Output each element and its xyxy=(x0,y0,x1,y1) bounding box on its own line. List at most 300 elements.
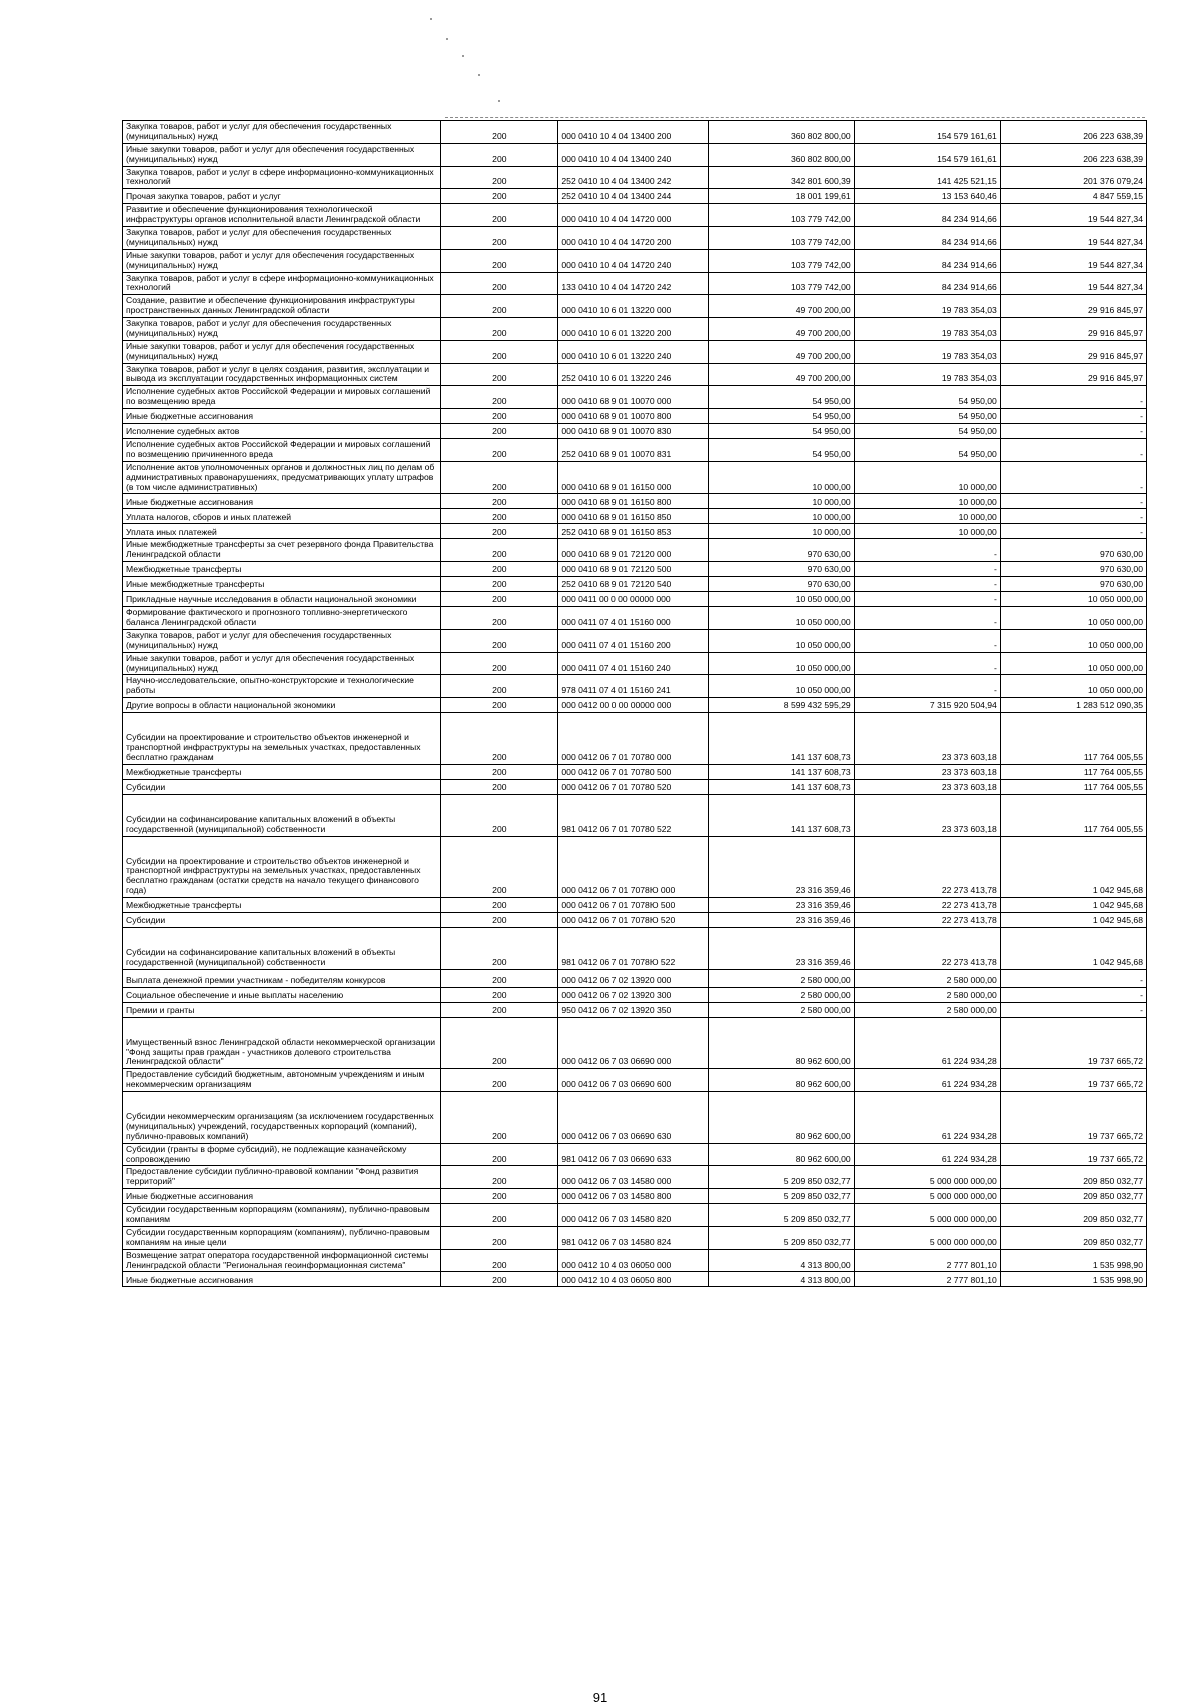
row-unexecuted-amount-cell: - xyxy=(1000,461,1146,494)
row-line-code-cell: 200 xyxy=(441,764,558,779)
row-unexecuted-amount-cell: 19 737 665,72 xyxy=(1000,1069,1146,1092)
row-approved-amount-cell: 141 137 608,73 xyxy=(708,794,854,836)
row-executed-amount-cell: 2 777 801,10 xyxy=(854,1272,1000,1287)
row-budget-code-cell: 252 0410 68 9 01 72120 540 xyxy=(558,577,708,592)
row-unexecuted-amount-cell: 209 850 032,77 xyxy=(1000,1166,1146,1189)
row-approved-amount-cell: 54 950,00 xyxy=(708,439,854,462)
table-row xyxy=(123,272,1147,295)
row-line-code-cell: 200 xyxy=(441,898,558,913)
row-budget-code-cell: 252 0410 68 9 01 16150 853 xyxy=(558,524,708,539)
table-row xyxy=(123,318,1147,341)
row-name-cell: Субсидии государственным корпорациям (компаниям), публично-правовым компаниям xyxy=(123,1204,441,1227)
row-line-code-cell: 200 xyxy=(441,249,558,272)
row-approved-amount-cell: 360 802 800,00 xyxy=(708,143,854,166)
row-approved-amount-cell: 54 950,00 xyxy=(708,424,854,439)
row-name-cell: Исполнение судебных актов Российской Федерации и мировых соглашений по возмещению вреда xyxy=(123,386,441,409)
row-line-code-cell: 200 xyxy=(441,1143,558,1166)
row-name-cell: Формирование фактического и прогнозного топливно-энергетического баланса Ленинградской области xyxy=(123,607,441,630)
row-executed-amount-cell: 154 579 161,61 xyxy=(854,143,1000,166)
row-line-code-cell: 200 xyxy=(441,1189,558,1204)
row-name-cell: Закупка товаров, работ и услуг в сфере информационно-коммуникационных технологий xyxy=(123,166,441,189)
table-row xyxy=(123,539,1147,562)
table-row xyxy=(123,675,1147,698)
table-row xyxy=(123,363,1147,386)
row-budget-code-cell: 981 0412 06 7 03 14580 824 xyxy=(558,1226,708,1249)
row-executed-amount-cell: 5 000 000 000,00 xyxy=(854,1226,1000,1249)
row-name-cell: Межбюджетные трансферты xyxy=(123,764,441,779)
row-budget-code-cell: 981 0412 06 7 01 70780 522 xyxy=(558,794,708,836)
row-approved-amount-cell: 5 209 850 032,77 xyxy=(708,1166,854,1189)
row-approved-amount-cell: 10 000,00 xyxy=(708,494,854,509)
table-row xyxy=(123,607,1147,630)
row-line-code-cell: 200 xyxy=(441,592,558,607)
row-name-cell: Иные межбюджетные трансферты xyxy=(123,577,441,592)
row-name-cell: Иные закупки товаров, работ и услуг для обеспечения государственных (муниципальных) нужд xyxy=(123,652,441,675)
row-approved-amount-cell: 2 580 000,00 xyxy=(708,969,854,987)
row-name-cell: Исполнение судебных актов Российской Федерации и мировых соглашений по возмещению причиненного вреда xyxy=(123,439,441,462)
row-unexecuted-amount-cell: - xyxy=(1000,386,1146,409)
row-unexecuted-amount-cell: 19 544 827,34 xyxy=(1000,272,1146,295)
row-line-code-cell: 200 xyxy=(441,779,558,794)
row-unexecuted-amount-cell: 19 544 827,34 xyxy=(1000,204,1146,227)
row-line-code-cell: 200 xyxy=(441,340,558,363)
table-row xyxy=(123,1272,1147,1287)
row-line-code-cell: 200 xyxy=(441,836,558,898)
row-name-cell: Возмещение затрат оператора государственной информационной системы Ленинградской области "Региональная геоинформационная система" xyxy=(123,1249,441,1272)
table-row xyxy=(123,794,1147,836)
table-row xyxy=(123,227,1147,250)
row-executed-amount-cell: 19 783 354,03 xyxy=(854,340,1000,363)
row-budget-code-cell: 000 0411 07 4 01 15160 000 xyxy=(558,607,708,630)
row-executed-amount-cell: 23 373 603,18 xyxy=(854,794,1000,836)
row-name-cell: Имущественный взнос Ленинградской области некоммерческой организации "Фонд защиты прав граждан - участников долевого строительства Ленинградской области" xyxy=(123,1017,441,1069)
table-row xyxy=(123,295,1147,318)
row-executed-amount-cell: - xyxy=(854,592,1000,607)
table-row xyxy=(123,409,1147,424)
row-unexecuted-amount-cell: 970 630,00 xyxy=(1000,562,1146,577)
row-executed-amount-cell: - xyxy=(854,607,1000,630)
table-row xyxy=(123,386,1147,409)
row-line-code-cell: 200 xyxy=(441,1272,558,1287)
row-executed-amount-cell: 2 580 000,00 xyxy=(854,1002,1000,1017)
row-unexecuted-amount-cell: 209 850 032,77 xyxy=(1000,1226,1146,1249)
row-name-cell: Закупка товаров, работ и услуг для обеспечения государственных (муниципальных) нужд xyxy=(123,629,441,652)
row-name-cell: Исполнение актов уполномоченных органов и должностных лиц по делам об административных правонарушениях, предусматривающих уплату штрафов (в том числе административных) xyxy=(123,461,441,494)
row-line-code-cell: 200 xyxy=(441,607,558,630)
row-line-code-cell: 200 xyxy=(441,913,558,928)
row-approved-amount-cell: 10 050 000,00 xyxy=(708,675,854,698)
table-row xyxy=(123,189,1147,204)
table-row xyxy=(123,121,1147,144)
row-approved-amount-cell: 970 630,00 xyxy=(708,539,854,562)
row-executed-amount-cell: 84 234 914,66 xyxy=(854,227,1000,250)
row-budget-code-cell: 000 0412 06 7 03 14580 820 xyxy=(558,1204,708,1227)
scan-speck xyxy=(462,55,464,57)
table-row xyxy=(123,764,1147,779)
row-executed-amount-cell: 5 000 000 000,00 xyxy=(854,1166,1000,1189)
row-approved-amount-cell: 10 050 000,00 xyxy=(708,629,854,652)
table-row xyxy=(123,969,1147,987)
row-name-cell: Другие вопросы в области национальной экономики xyxy=(123,698,441,713)
row-budget-code-cell: 000 0411 07 4 01 15160 200 xyxy=(558,629,708,652)
row-approved-amount-cell: 80 962 600,00 xyxy=(708,1143,854,1166)
row-name-cell: Закупка товаров, работ и услуг для обеспечения государственных (муниципальных) нужд xyxy=(123,227,441,250)
row-budget-code-cell: 000 0410 68 9 01 16150 000 xyxy=(558,461,708,494)
row-executed-amount-cell: 10 000,00 xyxy=(854,461,1000,494)
row-executed-amount-cell: 22 273 413,78 xyxy=(854,928,1000,970)
row-budget-code-cell: 000 0412 10 4 03 06050 000 xyxy=(558,1249,708,1272)
row-budget-code-cell: 252 0410 68 9 01 10070 831 xyxy=(558,439,708,462)
row-unexecuted-amount-cell: 1 042 945,68 xyxy=(1000,913,1146,928)
row-unexecuted-amount-cell: - xyxy=(1000,969,1146,987)
row-unexecuted-amount-cell: 206 223 638,39 xyxy=(1000,121,1146,144)
row-approved-amount-cell: 141 137 608,73 xyxy=(708,764,854,779)
budget-table-body xyxy=(123,121,1147,1287)
row-unexecuted-amount-cell: 10 050 000,00 xyxy=(1000,629,1146,652)
table-row xyxy=(123,652,1147,675)
row-unexecuted-amount-cell: 29 916 845,97 xyxy=(1000,363,1146,386)
row-budget-code-cell: 252 0410 10 6 01 13220 246 xyxy=(558,363,708,386)
row-executed-amount-cell: 7 315 920 504,94 xyxy=(854,698,1000,713)
row-executed-amount-cell: 23 373 603,18 xyxy=(854,713,1000,765)
table-row xyxy=(123,1204,1147,1227)
row-unexecuted-amount-cell: 1 535 998,90 xyxy=(1000,1272,1146,1287)
row-unexecuted-amount-cell: 209 850 032,77 xyxy=(1000,1204,1146,1227)
row-name-cell: Субсидии xyxy=(123,913,441,928)
table-row xyxy=(123,461,1147,494)
row-name-cell: Прочая закупка товаров, работ и услуг xyxy=(123,189,441,204)
row-name-cell: Закупка товаров, работ и услуг для обеспечения государственных (муниципальных) нужд xyxy=(123,121,441,144)
row-unexecuted-amount-cell: - xyxy=(1000,409,1146,424)
row-approved-amount-cell: 970 630,00 xyxy=(708,577,854,592)
row-line-code-cell: 200 xyxy=(441,1017,558,1069)
table-row xyxy=(123,698,1147,713)
row-budget-code-cell: 978 0411 07 4 01 15160 241 xyxy=(558,675,708,698)
table-row xyxy=(123,1226,1147,1249)
row-budget-code-cell: 000 0410 68 9 01 72120 500 xyxy=(558,562,708,577)
table-row xyxy=(123,779,1147,794)
row-name-cell: Предоставление субсидий бюджетным, автономным учреждениям и иным некоммерческим организациям xyxy=(123,1069,441,1092)
row-executed-amount-cell: 84 234 914,66 xyxy=(854,204,1000,227)
row-unexecuted-amount-cell: 970 630,00 xyxy=(1000,577,1146,592)
scan-speck xyxy=(430,18,432,20)
row-line-code-cell: 200 xyxy=(441,272,558,295)
row-executed-amount-cell: 2 580 000,00 xyxy=(854,987,1000,1002)
row-line-code-cell: 200 xyxy=(441,1092,558,1144)
scan-dash-line xyxy=(445,117,1145,118)
row-executed-amount-cell: 54 950,00 xyxy=(854,409,1000,424)
row-approved-amount-cell: 23 316 359,46 xyxy=(708,898,854,913)
table-row xyxy=(123,1143,1147,1166)
table-row xyxy=(123,1069,1147,1092)
row-approved-amount-cell: 970 630,00 xyxy=(708,562,854,577)
row-budget-code-cell: 133 0410 10 4 04 14720 242 xyxy=(558,272,708,295)
row-unexecuted-amount-cell: 10 050 000,00 xyxy=(1000,592,1146,607)
table-row xyxy=(123,494,1147,509)
row-budget-code-cell: 000 0410 68 9 01 72120 000 xyxy=(558,539,708,562)
row-line-code-cell: 200 xyxy=(441,1204,558,1227)
row-name-cell: Субсидии на софинансирование капитальных вложений в объекты государственной (муниципальной) собственности xyxy=(123,928,441,970)
row-line-code-cell: 200 xyxy=(441,227,558,250)
row-name-cell: Развитие и обеспечение функционирования технологической инфраструктуры органов исполнительной власти Ленинградской области xyxy=(123,204,441,227)
row-line-code-cell: 200 xyxy=(441,121,558,144)
row-budget-code-cell: 000 0411 00 0 00 00000 000 xyxy=(558,592,708,607)
row-approved-amount-cell: 2 580 000,00 xyxy=(708,987,854,1002)
row-name-cell: Межбюджетные трансферты xyxy=(123,562,441,577)
row-approved-amount-cell: 10 050 000,00 xyxy=(708,607,854,630)
row-budget-code-cell: 000 0410 68 9 01 10070 800 xyxy=(558,409,708,424)
row-unexecuted-amount-cell: - xyxy=(1000,987,1146,1002)
row-name-cell: Субсидии xyxy=(123,779,441,794)
row-budget-code-cell: 000 0410 10 6 01 13220 240 xyxy=(558,340,708,363)
row-approved-amount-cell: 49 700 200,00 xyxy=(708,363,854,386)
row-executed-amount-cell: - xyxy=(854,675,1000,698)
row-line-code-cell: 200 xyxy=(441,409,558,424)
row-approved-amount-cell: 103 779 742,00 xyxy=(708,227,854,250)
row-unexecuted-amount-cell: 19 544 827,34 xyxy=(1000,249,1146,272)
table-row xyxy=(123,928,1147,970)
row-approved-amount-cell: 103 779 742,00 xyxy=(708,272,854,295)
row-unexecuted-amount-cell: 970 630,00 xyxy=(1000,539,1146,562)
row-approved-amount-cell: 23 316 359,46 xyxy=(708,913,854,928)
row-budget-code-cell: 000 0412 06 7 03 06690 000 xyxy=(558,1017,708,1069)
row-line-code-cell: 200 xyxy=(441,1166,558,1189)
row-executed-amount-cell: 13 153 640,46 xyxy=(854,189,1000,204)
table-row xyxy=(123,524,1147,539)
table-row xyxy=(123,1017,1147,1069)
row-unexecuted-amount-cell: 10 050 000,00 xyxy=(1000,675,1146,698)
row-executed-amount-cell: 5 000 000 000,00 xyxy=(854,1189,1000,1204)
row-budget-code-cell: 000 0412 06 7 01 7078Ю 500 xyxy=(558,898,708,913)
row-name-cell: Выплата денежной премии участникам - победителям конкурсов xyxy=(123,969,441,987)
table-row xyxy=(123,1002,1147,1017)
row-line-code-cell: 200 xyxy=(441,295,558,318)
row-unexecuted-amount-cell: 1 042 945,68 xyxy=(1000,898,1146,913)
budget-sheet xyxy=(122,120,1147,1287)
table-row xyxy=(123,340,1147,363)
row-name-cell: Иные бюджетные ассигнования xyxy=(123,1189,441,1204)
row-executed-amount-cell: 141 425 521,15 xyxy=(854,166,1000,189)
row-name-cell: Иные закупки товаров, работ и услуг для обеспечения государственных (муниципальных) нужд xyxy=(123,143,441,166)
row-executed-amount-cell: - xyxy=(854,577,1000,592)
table-row xyxy=(123,1092,1147,1144)
row-budget-code-cell: 000 0410 10 4 04 14720 000 xyxy=(558,204,708,227)
row-line-code-cell: 200 xyxy=(441,1002,558,1017)
row-unexecuted-amount-cell: 4 847 559,15 xyxy=(1000,189,1146,204)
row-executed-amount-cell: - xyxy=(854,539,1000,562)
row-line-code-cell: 200 xyxy=(441,698,558,713)
row-line-code-cell: 200 xyxy=(441,969,558,987)
row-line-code-cell: 200 xyxy=(441,386,558,409)
row-approved-amount-cell: 23 316 359,46 xyxy=(708,836,854,898)
row-unexecuted-amount-cell: 19 737 665,72 xyxy=(1000,1143,1146,1166)
row-approved-amount-cell: 80 962 600,00 xyxy=(708,1069,854,1092)
row-executed-amount-cell: 19 783 354,03 xyxy=(854,318,1000,341)
row-executed-amount-cell: 84 234 914,66 xyxy=(854,249,1000,272)
row-line-code-cell: 200 xyxy=(441,1069,558,1092)
row-unexecuted-amount-cell: 19 544 827,34 xyxy=(1000,227,1146,250)
row-line-code-cell: 200 xyxy=(441,713,558,765)
row-budget-code-cell: 000 0410 10 4 04 13400 240 xyxy=(558,143,708,166)
row-approved-amount-cell: 10 000,00 xyxy=(708,524,854,539)
row-budget-code-cell: 000 0410 10 6 01 13220 200 xyxy=(558,318,708,341)
row-unexecuted-amount-cell: - xyxy=(1000,1002,1146,1017)
row-name-cell: Межбюджетные трансферты xyxy=(123,898,441,913)
row-executed-amount-cell: 22 273 413,78 xyxy=(854,898,1000,913)
row-budget-code-cell: 000 0410 68 9 01 10070 830 xyxy=(558,424,708,439)
row-unexecuted-amount-cell: 10 050 000,00 xyxy=(1000,652,1146,675)
row-line-code-cell: 200 xyxy=(441,675,558,698)
row-approved-amount-cell: 10 000,00 xyxy=(708,461,854,494)
row-executed-amount-cell: 22 273 413,78 xyxy=(854,836,1000,898)
row-budget-code-cell: 000 0412 06 7 01 70780 500 xyxy=(558,764,708,779)
row-unexecuted-amount-cell: 1 283 512 090,35 xyxy=(1000,698,1146,713)
row-approved-amount-cell: 5 209 850 032,77 xyxy=(708,1226,854,1249)
row-budget-code-cell: 000 0412 06 7 02 13920 300 xyxy=(558,987,708,1002)
row-approved-amount-cell: 5 209 850 032,77 xyxy=(708,1189,854,1204)
table-row xyxy=(123,592,1147,607)
row-name-cell: Иные бюджетные ассигнования xyxy=(123,494,441,509)
row-name-cell: Уплата иных платежей xyxy=(123,524,441,539)
row-executed-amount-cell: 54 950,00 xyxy=(854,386,1000,409)
table-row xyxy=(123,424,1147,439)
table-row xyxy=(123,987,1147,1002)
row-name-cell: Социальное обеспечение и иные выплаты населению xyxy=(123,987,441,1002)
row-line-code-cell: 200 xyxy=(441,166,558,189)
row-budget-code-cell: 252 0410 10 4 04 13400 242 xyxy=(558,166,708,189)
row-budget-code-cell: 000 0410 10 4 04 14720 200 xyxy=(558,227,708,250)
row-approved-amount-cell: 18 001 199,61 xyxy=(708,189,854,204)
row-executed-amount-cell: 61 224 934,28 xyxy=(854,1069,1000,1092)
row-unexecuted-amount-cell: 1 042 945,68 xyxy=(1000,928,1146,970)
row-unexecuted-amount-cell: 19 737 665,72 xyxy=(1000,1017,1146,1069)
row-budget-code-cell: 000 0410 10 4 04 14720 240 xyxy=(558,249,708,272)
row-approved-amount-cell: 49 700 200,00 xyxy=(708,340,854,363)
table-row xyxy=(123,913,1147,928)
row-budget-code-cell: 981 0412 06 7 03 06690 633 xyxy=(558,1143,708,1166)
row-executed-amount-cell: 61 224 934,28 xyxy=(854,1017,1000,1069)
row-approved-amount-cell: 141 137 608,73 xyxy=(708,779,854,794)
row-name-cell: Прикладные научные исследования в области национальной экономики xyxy=(123,592,441,607)
row-executed-amount-cell: 61 224 934,28 xyxy=(854,1092,1000,1144)
row-budget-code-cell: 000 0412 06 7 01 70780 520 xyxy=(558,779,708,794)
scan-speck xyxy=(478,74,480,76)
row-line-code-cell: 200 xyxy=(441,439,558,462)
row-approved-amount-cell: 23 316 359,46 xyxy=(708,928,854,970)
row-line-code-cell: 200 xyxy=(441,494,558,509)
table-row xyxy=(123,166,1147,189)
row-unexecuted-amount-cell: 117 764 005,55 xyxy=(1000,764,1146,779)
row-line-code-cell: 200 xyxy=(441,461,558,494)
row-unexecuted-amount-cell: 29 916 845,97 xyxy=(1000,295,1146,318)
row-line-code-cell: 200 xyxy=(441,204,558,227)
row-approved-amount-cell: 10 000,00 xyxy=(708,509,854,524)
row-budget-code-cell: 252 0410 10 4 04 13400 244 xyxy=(558,189,708,204)
row-name-cell: Исполнение судебных актов xyxy=(123,424,441,439)
row-name-cell: Иные бюджетные ассигнования xyxy=(123,409,441,424)
row-executed-amount-cell: 22 273 413,78 xyxy=(854,913,1000,928)
row-unexecuted-amount-cell: 201 376 079,24 xyxy=(1000,166,1146,189)
row-executed-amount-cell: 61 224 934,28 xyxy=(854,1143,1000,1166)
row-name-cell: Создание, развитие и обеспечение функционирования инфраструктуры пространственных данных Ленинградской области xyxy=(123,295,441,318)
row-budget-code-cell: 000 0411 07 4 01 15160 240 xyxy=(558,652,708,675)
row-budget-code-cell: 000 0412 06 7 01 7078Ю 000 xyxy=(558,836,708,898)
row-budget-code-cell: 000 0412 06 7 01 7078Ю 520 xyxy=(558,913,708,928)
table-row xyxy=(123,204,1147,227)
table-row xyxy=(123,629,1147,652)
row-line-code-cell: 200 xyxy=(441,509,558,524)
row-budget-code-cell: 000 0412 10 4 03 06050 800 xyxy=(558,1272,708,1287)
row-executed-amount-cell: 5 000 000 000,00 xyxy=(854,1204,1000,1227)
row-line-code-cell: 200 xyxy=(441,189,558,204)
row-line-code-cell: 200 xyxy=(441,928,558,970)
row-unexecuted-amount-cell: 209 850 032,77 xyxy=(1000,1189,1146,1204)
row-approved-amount-cell: 2 580 000,00 xyxy=(708,1002,854,1017)
row-line-code-cell: 200 xyxy=(441,363,558,386)
table-row xyxy=(123,836,1147,898)
row-unexecuted-amount-cell: - xyxy=(1000,424,1146,439)
row-executed-amount-cell: 23 373 603,18 xyxy=(854,764,1000,779)
row-approved-amount-cell: 80 962 600,00 xyxy=(708,1017,854,1069)
row-executed-amount-cell: 23 373 603,18 xyxy=(854,779,1000,794)
row-approved-amount-cell: 49 700 200,00 xyxy=(708,295,854,318)
row-name-cell: Предоставление субсидии публично-правовой компании "Фонд развития территорий" xyxy=(123,1166,441,1189)
page-number: 91 xyxy=(592,1690,608,1705)
row-budget-code-cell: 000 0412 06 7 03 14580 800 xyxy=(558,1189,708,1204)
row-unexecuted-amount-cell: - xyxy=(1000,439,1146,462)
row-unexecuted-amount-cell: 29 916 845,97 xyxy=(1000,340,1146,363)
row-name-cell: Субсидии на софинансирование капитальных вложений в объекты государственной (муниципальной) собственности xyxy=(123,794,441,836)
row-approved-amount-cell: 103 779 742,00 xyxy=(708,204,854,227)
row-approved-amount-cell: 4 313 800,00 xyxy=(708,1249,854,1272)
row-name-cell: Закупка товаров, работ и услуг в сфере информационно-коммуникационных технологий xyxy=(123,272,441,295)
row-approved-amount-cell: 141 137 608,73 xyxy=(708,713,854,765)
row-budget-code-cell: 000 0412 06 7 02 13920 000 xyxy=(558,969,708,987)
row-budget-code-cell: 000 0412 06 7 03 14580 000 xyxy=(558,1166,708,1189)
row-name-cell: Иные межбюджетные трансферты за счет резервного фонда Правительства Ленинградской области xyxy=(123,539,441,562)
row-budget-code-cell: 000 0412 00 0 00 00000 000 xyxy=(558,698,708,713)
row-executed-amount-cell: 2 580 000,00 xyxy=(854,969,1000,987)
row-executed-amount-cell: 2 777 801,10 xyxy=(854,1249,1000,1272)
row-name-cell: Закупка товаров, работ и услуг для обеспечения государственных (муниципальных) нужд xyxy=(123,318,441,341)
row-unexecuted-amount-cell: 29 916 845,97 xyxy=(1000,318,1146,341)
row-name-cell: Субсидии государственным корпорациям (компаниям), публично-правовым компаниям на иные цели xyxy=(123,1226,441,1249)
table-row xyxy=(123,577,1147,592)
row-name-cell: Научно-исследовательские, опытно-конструкторские и технологические работы xyxy=(123,675,441,698)
row-budget-code-cell: 000 0410 10 6 01 13220 000 xyxy=(558,295,708,318)
row-line-code-cell: 200 xyxy=(441,794,558,836)
row-line-code-cell: 200 xyxy=(441,652,558,675)
row-name-cell: Иные закупки товаров, работ и услуг для обеспечения государственных (муниципальных) нужд xyxy=(123,249,441,272)
row-approved-amount-cell: 54 950,00 xyxy=(708,386,854,409)
row-executed-amount-cell: 10 000,00 xyxy=(854,524,1000,539)
row-approved-amount-cell: 10 050 000,00 xyxy=(708,592,854,607)
row-line-code-cell: 200 xyxy=(441,143,558,166)
row-approved-amount-cell: 5 209 850 032,77 xyxy=(708,1204,854,1227)
row-approved-amount-cell: 80 962 600,00 xyxy=(708,1092,854,1144)
row-budget-code-cell: 000 0410 68 9 01 16150 850 xyxy=(558,509,708,524)
row-line-code-cell: 200 xyxy=(441,539,558,562)
table-row xyxy=(123,509,1147,524)
row-unexecuted-amount-cell: 1 535 998,90 xyxy=(1000,1249,1146,1272)
row-line-code-cell: 200 xyxy=(441,629,558,652)
budget-table xyxy=(122,120,1147,1287)
row-unexecuted-amount-cell: 1 042 945,68 xyxy=(1000,836,1146,898)
row-name-cell: Закупка товаров, работ и услуг в целях создания, развития, эксплуатации и вывода из эксплуатации государственных информационных систем xyxy=(123,363,441,386)
row-unexecuted-amount-cell: 117 764 005,55 xyxy=(1000,794,1146,836)
row-unexecuted-amount-cell: - xyxy=(1000,509,1146,524)
row-approved-amount-cell: 360 802 800,00 xyxy=(708,121,854,144)
